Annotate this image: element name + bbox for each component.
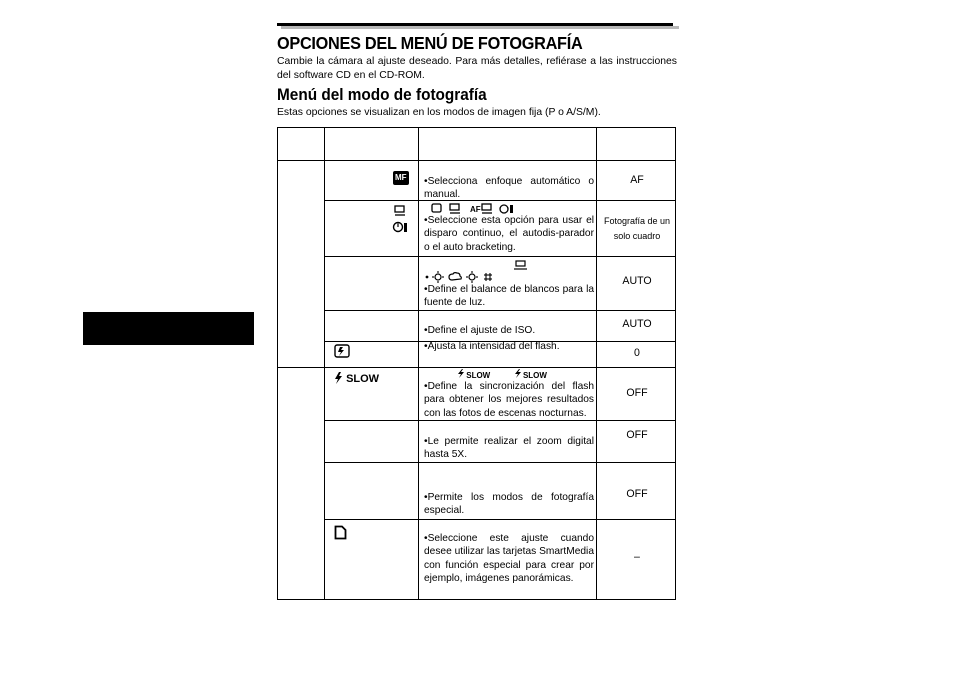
row-drive-default: Fotografía de un solo cuadro [603,216,671,241]
smartmedia-card-icon [334,525,347,545]
row-divider [324,310,675,311]
row-wb-desc: • Define el balance de blancos para la fuente de luz. [424,283,594,310]
row-slow-sync-default: OFF [626,387,648,399]
row-slow-sync-desc: • Define la sincronización del flash para obtener los mejores resultados con las fotos de escenas nocturnas. [424,380,594,420]
col-divider [418,128,419,599]
row-focus-default: AF [630,174,644,186]
row-focus-desc: • Selecciona enfoque automático o manual. [424,175,594,202]
row-smartmedia-default: – [634,551,640,563]
row-zoom-default: OFF [626,429,648,441]
menu-table [277,127,676,600]
svg-text:AF: AF [470,205,481,214]
row-wb-default: AUTO [622,275,652,287]
col-divider [324,128,325,599]
row-drive-desc: • Seleccione esta opción para usar el disparo continuo, el autodis-parador o el auto bracketing. [424,214,594,254]
intro-text: Cambie la cámara al ajuste deseado. Para más detalles, refiérase a las instrucciones del software CD en el CD-ROM. [277,56,677,81]
section-title: Menú del modo de fotografía [277,86,487,104]
row-divider [278,160,675,161]
row-smartmedia-desc: • Seleccione este ajuste cuando desee utilizar las tarjetas SmartMedia con función especial para crear por ejemplo, imágenes panorámicas. [424,532,594,586]
row-special-desc: • Permite los modos de fotografía especial. [424,491,594,518]
section-intro: Estas opciones se visualizan en los modos de imagen fija (P o A/S/M). [277,107,601,118]
row-divider [324,462,675,463]
flash-intensity-icon [334,344,350,363]
self-timer-icon [392,220,408,238]
row-divider [278,367,675,368]
slow-sync-options: SLOW SLOW [458,369,547,380]
section-tab [83,312,254,345]
col-divider [596,128,597,599]
row-iso-desc: • Define el ajuste de ISO. [424,324,594,337]
manual-focus-icon: MF [393,167,409,185]
row-divider [324,256,675,257]
custom-wb-icon [514,258,528,276]
row-iso-default: AUTO [622,318,652,330]
row-zoom-desc: • Le permite realizar el zoom digital hasta 5X. [424,435,594,462]
row-divider [324,519,675,520]
page-title: OPCIONES DEL MENÚ DE FOTOGRAFÍA [277,33,583,53]
row-special-default: OFF [626,488,648,500]
row-flash-intensity-desc: • Ajusta la intensidad del flash. [424,340,594,353]
slow-sync-icon: SLOW [334,372,379,385]
top-rule-shadow [281,26,679,29]
row-flash-intensity-default: 0 [634,347,640,359]
